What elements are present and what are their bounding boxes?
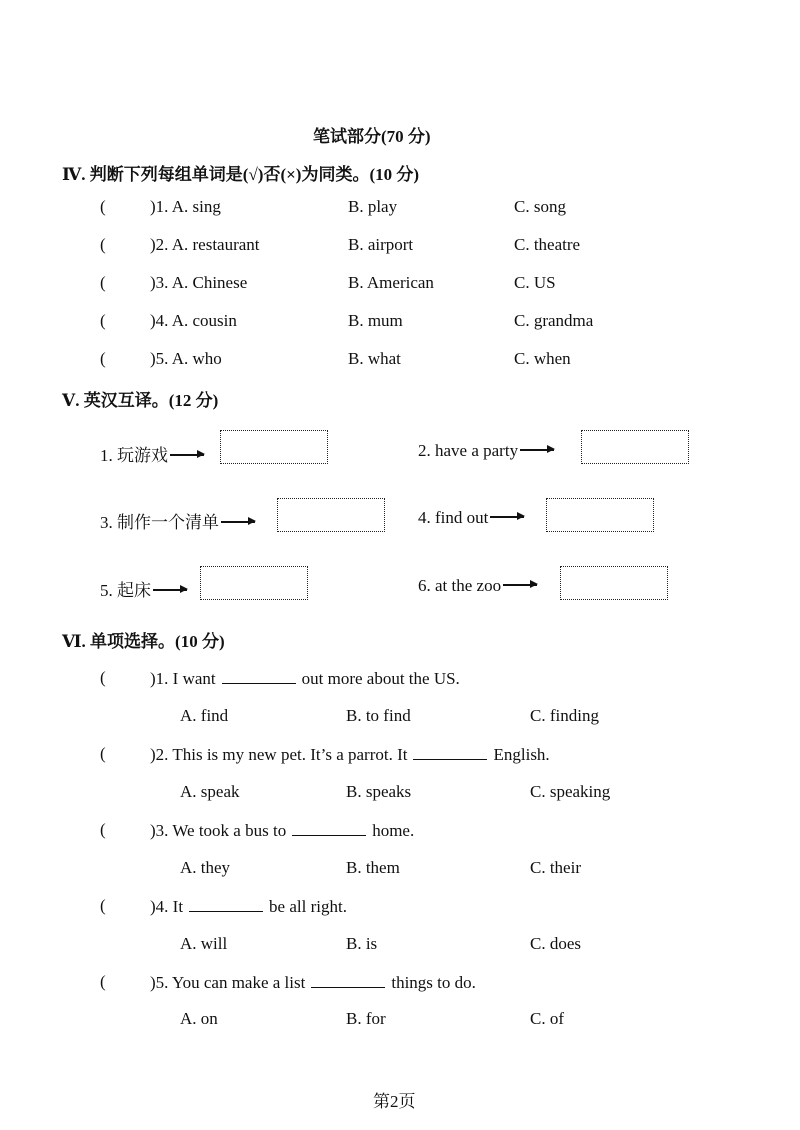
- question-text: )5. You can make a list: [150, 973, 306, 992]
- mc-question-2: [150, 744, 550, 765]
- section-6-heading: Ⅵ. 单项选择。(10 分): [62, 632, 225, 651]
- answer-paren[interactable]: (: [100, 235, 106, 254]
- arrow-icon: [520, 449, 554, 451]
- answer-paren[interactable]: (: [100, 972, 106, 991]
- answer-box-6[interactable]: [560, 566, 668, 600]
- answer-paren[interactable]: (: [100, 744, 106, 763]
- option-c: C. speaking: [530, 782, 611, 801]
- answer-box-2[interactable]: [581, 430, 689, 464]
- question-4-4: )4. A. cousin: [150, 311, 237, 330]
- arrow-icon: [170, 454, 204, 456]
- option-c: C. grandma: [514, 311, 594, 330]
- translation-item-2: [418, 441, 554, 461]
- question-4-2: )2. A. restaurant: [150, 235, 260, 254]
- answer-paren[interactable]: (: [100, 349, 106, 368]
- option-c: C. of: [530, 1009, 564, 1028]
- option-a: A. speak: [180, 782, 240, 801]
- option-c: C. when: [514, 349, 571, 368]
- option-c: C. US: [514, 273, 556, 292]
- translation-prompt: 6. at the zoo: [418, 576, 502, 595]
- translation-item-5: [100, 576, 187, 601]
- option-b: B. American: [348, 273, 434, 292]
- option-b: B. for: [346, 1009, 386, 1028]
- option-b: B. mum: [348, 311, 403, 330]
- translation-prompt: 3. 制作一个清单: [100, 513, 219, 532]
- question-text: home.: [372, 821, 415, 840]
- answer-box-4[interactable]: [546, 498, 654, 532]
- option-c: C. theatre: [514, 235, 581, 254]
- question-4-5: )5. A. who: [150, 349, 222, 368]
- page-title: 笔试部分(70 分): [313, 127, 431, 146]
- mc-question-3: [150, 820, 414, 841]
- option-c: C. finding: [530, 706, 599, 725]
- answer-box-3[interactable]: [277, 498, 385, 532]
- answer-paren[interactable]: (: [100, 896, 106, 915]
- question-4-3: )3. A. Chinese: [150, 273, 248, 292]
- arrow-icon: [221, 521, 255, 523]
- translation-prompt: 4. find out: [418, 508, 489, 527]
- question-text: things to do.: [391, 973, 476, 992]
- option-a: A. they: [180, 858, 231, 877]
- option-c: C. song: [514, 197, 566, 216]
- answer-paren[interactable]: (: [100, 311, 106, 330]
- question-text: )3. We took a bus to: [150, 821, 287, 840]
- option-a: A. on: [180, 1009, 218, 1028]
- option-b: B. is: [346, 934, 378, 953]
- mc-question-1: [150, 668, 460, 689]
- question-4-1: )1. A. sing: [150, 197, 221, 216]
- arrow-icon: [503, 584, 537, 586]
- translation-prompt: 2. have a party: [418, 441, 519, 460]
- fill-blank[interactable]: [189, 896, 263, 912]
- option-b: B. them: [346, 858, 400, 877]
- translation-item-6: [418, 576, 537, 596]
- option-a: A. will: [180, 934, 228, 953]
- mc-question-5: [150, 972, 476, 993]
- answer-paren[interactable]: (: [100, 820, 106, 839]
- fill-blank[interactable]: [311, 972, 385, 988]
- question-text: be all right.: [269, 897, 347, 916]
- question-text: )4. It: [150, 897, 184, 916]
- option-c: C. their: [530, 858, 581, 877]
- arrow-icon: [490, 516, 524, 518]
- arrow-icon: [153, 589, 187, 591]
- mc-question-4: [150, 896, 347, 917]
- page-number: 第2页: [373, 1092, 416, 1111]
- section-4-heading: Ⅳ. 判断下列每组单词是(√)否(×)为同类。(10 分): [62, 165, 420, 184]
- translation-prompt: 5. 起床: [100, 581, 151, 600]
- option-c: C. does: [530, 934, 581, 953]
- option-a: A. find: [180, 706, 229, 725]
- question-text: English.: [493, 745, 550, 764]
- option-b: B. what: [348, 349, 401, 368]
- answer-paren[interactable]: (: [100, 197, 106, 216]
- section-5-heading: Ⅴ. 英汉互译。(12 分): [62, 391, 219, 410]
- option-b: B. play: [348, 197, 398, 216]
- translation-item-4: [418, 508, 524, 528]
- fill-blank[interactable]: [292, 820, 366, 836]
- option-b: B. airport: [348, 235, 414, 254]
- fill-blank[interactable]: [222, 668, 296, 684]
- question-text: )2. This is my new pet. It’s a parrot. It: [150, 745, 408, 764]
- translation-prompt: 1. 玩游戏: [100, 446, 168, 465]
- option-b: B. to find: [346, 706, 411, 725]
- option-b: B. speaks: [346, 782, 412, 801]
- answer-paren[interactable]: (: [100, 273, 106, 292]
- translation-item-1: [100, 441, 204, 466]
- translation-item-3: [100, 508, 255, 533]
- answer-box-1[interactable]: [220, 430, 328, 464]
- question-text: )1. I want: [150, 669, 216, 688]
- question-text: out more about the US.: [301, 669, 460, 688]
- answer-box-5[interactable]: [200, 566, 308, 600]
- answer-paren[interactable]: (: [100, 668, 106, 687]
- fill-blank[interactable]: [413, 744, 487, 760]
